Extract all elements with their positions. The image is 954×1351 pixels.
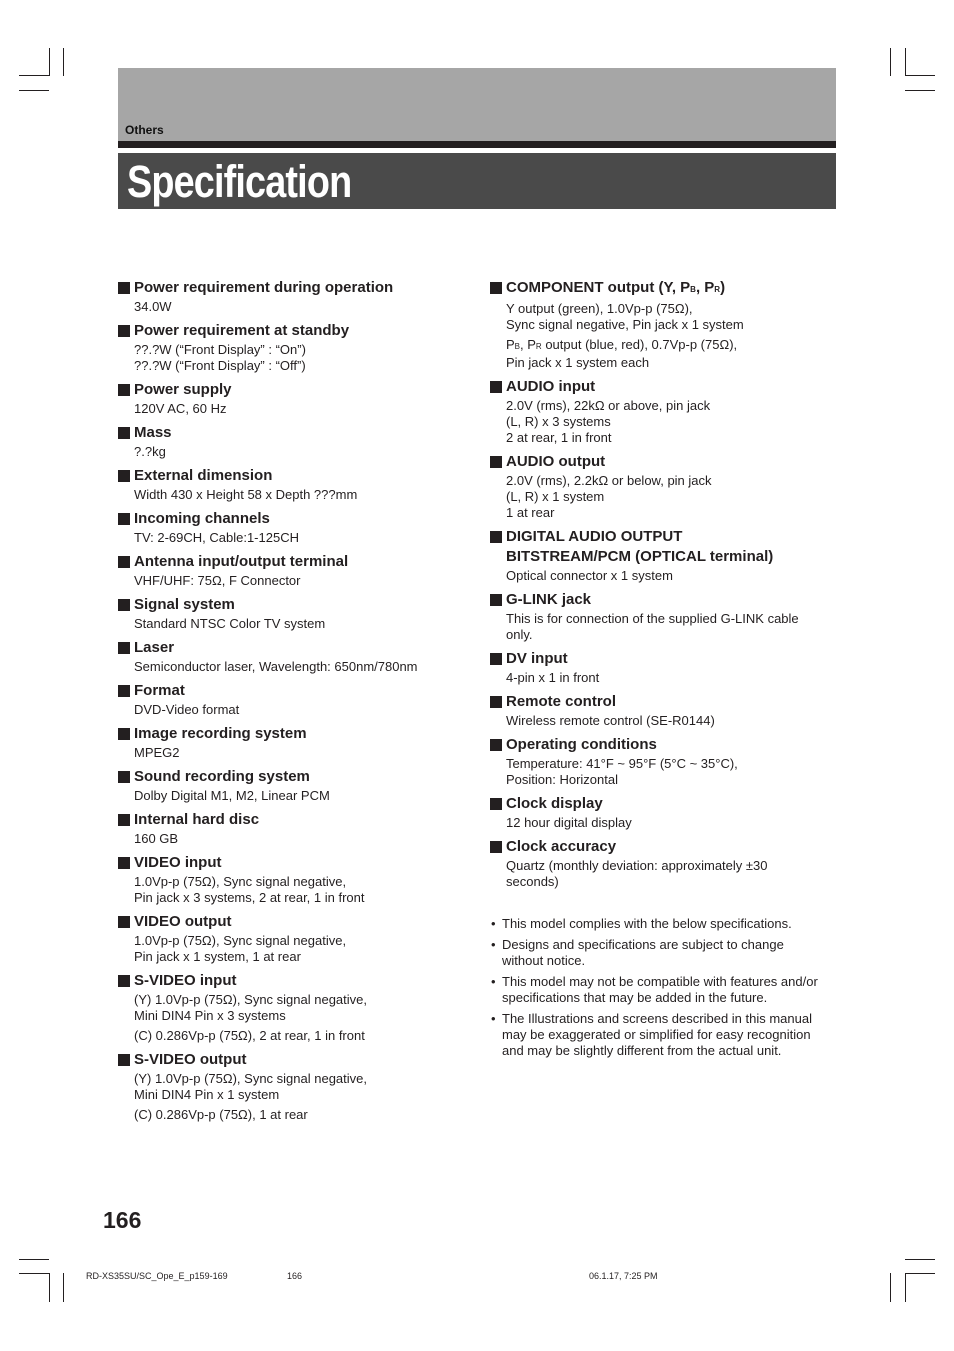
spec-line: 1 at rear (506, 505, 555, 520)
spec-body (118, 616, 458, 632)
square-bullet-icon (490, 594, 502, 606)
spec-line: 12 hour digital display (506, 815, 632, 830)
spec-heading-text: S-VIDEO input (134, 972, 237, 989)
spec-body (118, 573, 458, 589)
spec-heading-text: Format (134, 682, 185, 699)
spec-heading-text: Image recording system (134, 725, 307, 742)
crop-mark (905, 1273, 935, 1274)
spec-heading (490, 377, 836, 397)
spec-heading-text: AUDIO input (506, 378, 596, 395)
spec-line: (C) 0.286Vp-p (75Ω), 2 at rear, 1 in front (134, 1028, 365, 1043)
spec-item (118, 466, 458, 503)
spec-heading (118, 423, 458, 443)
crop-mark (63, 1273, 64, 1302)
spec-item (490, 794, 836, 831)
spec-heading (490, 735, 836, 755)
square-bullet-icon (118, 384, 130, 396)
spec-heading-text: Remote control (506, 693, 617, 710)
spec-line: Semiconductor laser, Wavelength: 650nm/780nm (134, 659, 418, 674)
crop-mark (49, 48, 50, 76)
square-bullet-icon (490, 282, 502, 294)
spec-text: output (blue, red), 0.7Vp-p (75Ω), (541, 337, 738, 352)
square-bullet-icon (118, 325, 130, 337)
spec-body (490, 568, 836, 584)
square-bullet-icon (490, 739, 502, 751)
square-bullet-icon (118, 771, 130, 783)
spec-heading (118, 321, 458, 341)
notes-list (490, 916, 836, 1059)
note-line: specifications that may be added in the future. (502, 990, 768, 1005)
spec-body (118, 992, 458, 1044)
square-bullet-icon (490, 456, 502, 468)
spec-body (118, 745, 458, 761)
spec-line: VHF/UHF: 75Ω, F Connector (134, 573, 301, 588)
spec-item (118, 638, 458, 675)
spec-line: seconds) (506, 874, 559, 889)
spec-line: Mini DIN4 Pin x 3 systems (134, 1008, 286, 1023)
spec-line: Quartz (monthly deviation: approximately ±30 (506, 858, 768, 873)
spec-line: 160 GB (134, 831, 179, 846)
crop-mark (890, 48, 891, 76)
crop-mark (63, 48, 64, 76)
square-bullet-icon (118, 513, 130, 525)
bullet-icon: • (491, 1011, 496, 1026)
spec-heading (118, 380, 458, 400)
spec-line: 120V AC, 60 Hz (134, 401, 227, 416)
spec-line: 1.0Vp-p (75Ω), Sync signal negative, (134, 874, 347, 889)
spec-item (118, 423, 458, 460)
spec-item (490, 590, 836, 643)
spec-item (118, 767, 458, 804)
spec-heading-text: VIDEO output (134, 913, 232, 930)
page-number: 166 (103, 1207, 142, 1233)
note-line: may be exaggerated or simplified for easy recognition (502, 1027, 811, 1042)
spec-heading-text: G-LINK jack (506, 591, 592, 608)
spec-heading (118, 278, 458, 298)
spec-body (118, 933, 458, 965)
spec-line: (C) 0.286Vp-p (75Ω), 1 at rear (134, 1107, 308, 1122)
spec-heading (118, 912, 458, 932)
spec-heading-text: Power supply (134, 381, 232, 398)
square-bullet-icon (118, 470, 130, 482)
spec-line: Width 430 x Height 58 x Depth ???mm (134, 487, 358, 502)
square-bullet-icon (490, 841, 502, 853)
spec-item (118, 380, 458, 417)
square-bullet-icon (118, 728, 130, 740)
spec-body (118, 659, 458, 675)
spec-body (490, 713, 836, 729)
spec-line: only. (506, 627, 533, 642)
right-spec-column (490, 278, 836, 1064)
spec-item (118, 321, 458, 374)
spec-body (118, 831, 458, 847)
spec-line: Mini DIN4 Pin x 1 system (134, 1087, 280, 1102)
spec-line: Standard NTSC Color TV system (134, 616, 326, 631)
square-bullet-icon (118, 685, 130, 697)
square-bullet-icon (118, 556, 130, 568)
spec-item (118, 724, 458, 761)
spec-heading-text: , P (695, 279, 715, 296)
spec-line: 34.0W (134, 299, 172, 314)
spec-body (490, 815, 836, 831)
spec-heading (118, 466, 458, 486)
spec-heading-text: COMPONENT output (Y, P (506, 279, 691, 296)
spec-heading-text: BITSTREAM/PCM (OPTICAL terminal) (506, 548, 774, 565)
spec-heading (118, 853, 458, 873)
footer-page: 166 (287, 1271, 303, 1281)
square-bullet-icon (118, 642, 130, 654)
crop-mark (19, 1259, 49, 1260)
title-rule (118, 141, 836, 148)
spec-heading (490, 590, 836, 610)
spec-body (490, 756, 836, 788)
note-line: and may be slightly different from the actual unit. (502, 1043, 782, 1058)
spec-heading-text: Power requirement during operation (134, 279, 394, 296)
spec-line: Dolby Digital M1, M2, Linear PCM (134, 788, 330, 803)
crop-mark (19, 90, 49, 91)
spec-line: 1.0Vp-p (75Ω), Sync signal negative, (134, 933, 347, 948)
spec-heading (118, 638, 458, 658)
spec-heading (490, 692, 836, 712)
spec-item (118, 853, 458, 906)
spec-item (118, 278, 458, 315)
spec-heading (490, 837, 836, 857)
right-spec-list (490, 377, 836, 890)
spec-item (118, 1050, 458, 1123)
spec-body (118, 788, 458, 804)
spec-heading (118, 1050, 458, 1070)
spec-item (490, 692, 836, 729)
spec-item (490, 735, 836, 788)
note-line: The Illustrations and screens described in this manual (502, 1011, 812, 1026)
crop-mark (905, 90, 935, 91)
spec-body (118, 299, 458, 315)
spec-item (118, 681, 458, 718)
spec-line: 2.0V (rms), 2.2kΩ or below, pin jack (506, 473, 712, 488)
spec-line: 2.0V (rms), 22kΩ or above, pin jack (506, 398, 711, 413)
square-bullet-icon (118, 916, 130, 928)
square-bullet-icon (490, 653, 502, 665)
square-bullet-icon (118, 814, 130, 826)
spec-line: Y output (green), 1.0Vp-p (75Ω), (506, 301, 693, 316)
spec-line: (Y) 1.0Vp-p (75Ω), Sync signal negative, (134, 1071, 367, 1086)
spec-item (118, 552, 458, 589)
spec-heading (118, 681, 458, 701)
spec-line: 2 at rear, 1 in front (506, 430, 612, 445)
note-line: without notice. (502, 953, 586, 968)
spec-body (118, 444, 458, 460)
spec-body (118, 702, 458, 718)
spec-heading-text: Signal system (134, 596, 235, 613)
spec-item (118, 810, 458, 847)
crop-mark (890, 1273, 891, 1302)
spec-body (490, 670, 836, 686)
spec-body (118, 874, 458, 906)
bullet-icon: • (491, 974, 496, 989)
spec-item (118, 509, 458, 546)
spec-heading-text: Internal hard disc (134, 811, 260, 828)
spec-body (118, 342, 458, 374)
square-bullet-icon (118, 282, 130, 294)
square-bullet-icon (118, 857, 130, 869)
crop-mark (19, 75, 49, 76)
spec-heading (490, 278, 836, 300)
spec-item (118, 971, 458, 1044)
spec-line (506, 337, 836, 355)
spec-body (118, 530, 458, 546)
square-bullet-icon (490, 531, 502, 543)
note-item (490, 916, 836, 932)
spec-heading-text: DIGITAL AUDIO OUTPUT (506, 528, 683, 545)
spec-item (490, 649, 836, 686)
left-spec-list (118, 278, 458, 1123)
spec-item-component-output (490, 278, 836, 371)
spec-item (118, 595, 458, 632)
spec-heading-text: Sound recording system (134, 768, 310, 785)
crop-mark (905, 1273, 906, 1302)
spec-heading-text: ) (720, 279, 726, 296)
bullet-icon: • (491, 916, 496, 931)
spec-line: MPEG2 (134, 745, 180, 760)
spec-line: Pin jack x 1 system each (506, 355, 650, 370)
note-line: Designs and specifications are subject to change (502, 937, 784, 952)
note-item (490, 1011, 836, 1059)
spec-heading-text: Incoming channels (134, 510, 270, 527)
spec-heading-text: VIDEO input (134, 854, 222, 871)
spec-body (118, 487, 458, 503)
spec-body (490, 473, 836, 521)
spec-text: P (506, 337, 515, 352)
note-item (490, 974, 836, 1006)
spec-body (490, 301, 836, 371)
spec-heading (490, 527, 836, 547)
spec-heading (118, 810, 458, 830)
spec-heading-text: Clock display (506, 795, 603, 812)
spec-line: (Y) 1.0Vp-p (75Ω), Sync signal negative, (134, 992, 367, 1007)
spec-heading (118, 509, 458, 529)
spec-heading (490, 452, 836, 472)
spec-heading-text: External dimension (134, 467, 273, 484)
spec-item (490, 452, 836, 521)
left-spec-column (118, 278, 458, 1129)
square-bullet-icon (490, 381, 502, 393)
header-band (118, 68, 836, 141)
spec-heading-text: AUDIO output (506, 453, 606, 470)
title-bar (118, 153, 836, 209)
spec-heading-text: Clock accuracy (506, 838, 617, 855)
spec-heading-text: Operating conditions (506, 736, 657, 753)
crop-mark (905, 1259, 935, 1260)
spec-line: Temperature: 41°F ~ 95°F (5°C ~ 35°C), (506, 756, 738, 771)
spec-heading-text: Laser (134, 639, 175, 656)
spec-line: This is for connection of the supplied G-LINK cable (506, 611, 799, 626)
square-bullet-icon (118, 975, 130, 987)
page-title: Specification (127, 156, 352, 207)
spec-item (490, 837, 836, 890)
subscript: B (690, 285, 696, 294)
spec-item (490, 377, 836, 446)
spec-line: TV: 2-69CH, Cable:1-125CH (134, 530, 299, 545)
spec-line: ??.?W (“Front Display” : “On”) (134, 342, 306, 357)
spec-heading (118, 552, 458, 572)
note-line: This model complies with the below specifications. (502, 916, 792, 931)
spec-body (118, 1071, 458, 1123)
spec-line: Wireless remote control (SE-R0144) (506, 713, 715, 728)
spec-line: (L, R) x 1 system (506, 489, 605, 504)
spec-line: ?.?kg (134, 444, 166, 459)
spec-line: Pin jack x 1 system, 1 at rear (134, 949, 301, 964)
spec-item (490, 527, 836, 584)
spec-line: DVD-Video format (134, 702, 240, 717)
subscript: R (714, 285, 721, 294)
crop-mark (19, 1273, 49, 1274)
spec-item (118, 912, 458, 965)
spec-heading-text: DV input (506, 650, 568, 667)
spec-line: Pin jack x 3 systems, 2 at rear, 1 in front (134, 890, 365, 905)
spec-body (490, 858, 836, 890)
spec-line: (L, R) x 3 systems (506, 414, 611, 429)
section-label: Others (125, 123, 164, 137)
spec-heading (118, 971, 458, 991)
subscript: B (514, 342, 521, 351)
square-bullet-icon (490, 798, 502, 810)
square-bullet-icon (118, 427, 130, 439)
subscript: R (535, 342, 542, 351)
spec-body (490, 398, 836, 446)
note-item (490, 937, 836, 969)
crop-mark (49, 1273, 50, 1302)
spec-heading-text: Antenna input/output terminal (134, 553, 349, 570)
spec-heading (490, 794, 836, 814)
spec-line: 4-pin x 1 in front (506, 670, 600, 685)
spec-heading-text: Power requirement at standby (134, 322, 350, 339)
spec-line: ??.?W (“Front Display” : “Off”) (134, 358, 306, 373)
spec-body (490, 611, 836, 643)
spec-line: Position: Horizontal (506, 772, 618, 787)
crop-mark (905, 75, 935, 76)
spec-heading (490, 547, 836, 567)
crop-mark (905, 48, 906, 76)
spec-heading (118, 767, 458, 787)
square-bullet-icon (118, 599, 130, 611)
spec-heading-text: S-VIDEO output (134, 1051, 247, 1068)
spec-heading-text: Mass (134, 424, 172, 441)
spec-body (118, 401, 458, 417)
square-bullet-icon (118, 1054, 130, 1066)
spec-heading (118, 724, 458, 744)
spec-line: Optical connector x 1 system (506, 568, 673, 583)
bullet-icon: • (491, 937, 496, 952)
spec-text: , P (520, 337, 536, 352)
spec-heading (118, 595, 458, 615)
spec-heading (490, 649, 836, 669)
note-line: This model may not be compatible with features and/or (502, 974, 818, 989)
spec-line: Sync signal negative, Pin jack x 1 system (506, 317, 744, 332)
square-bullet-icon (490, 696, 502, 708)
footer-timestamp: 06.1.17, 7:25 PM (589, 1271, 658, 1281)
footer-file-name: RD-XS35SU/SC_Ope_E_p159-169 (86, 1271, 228, 1281)
